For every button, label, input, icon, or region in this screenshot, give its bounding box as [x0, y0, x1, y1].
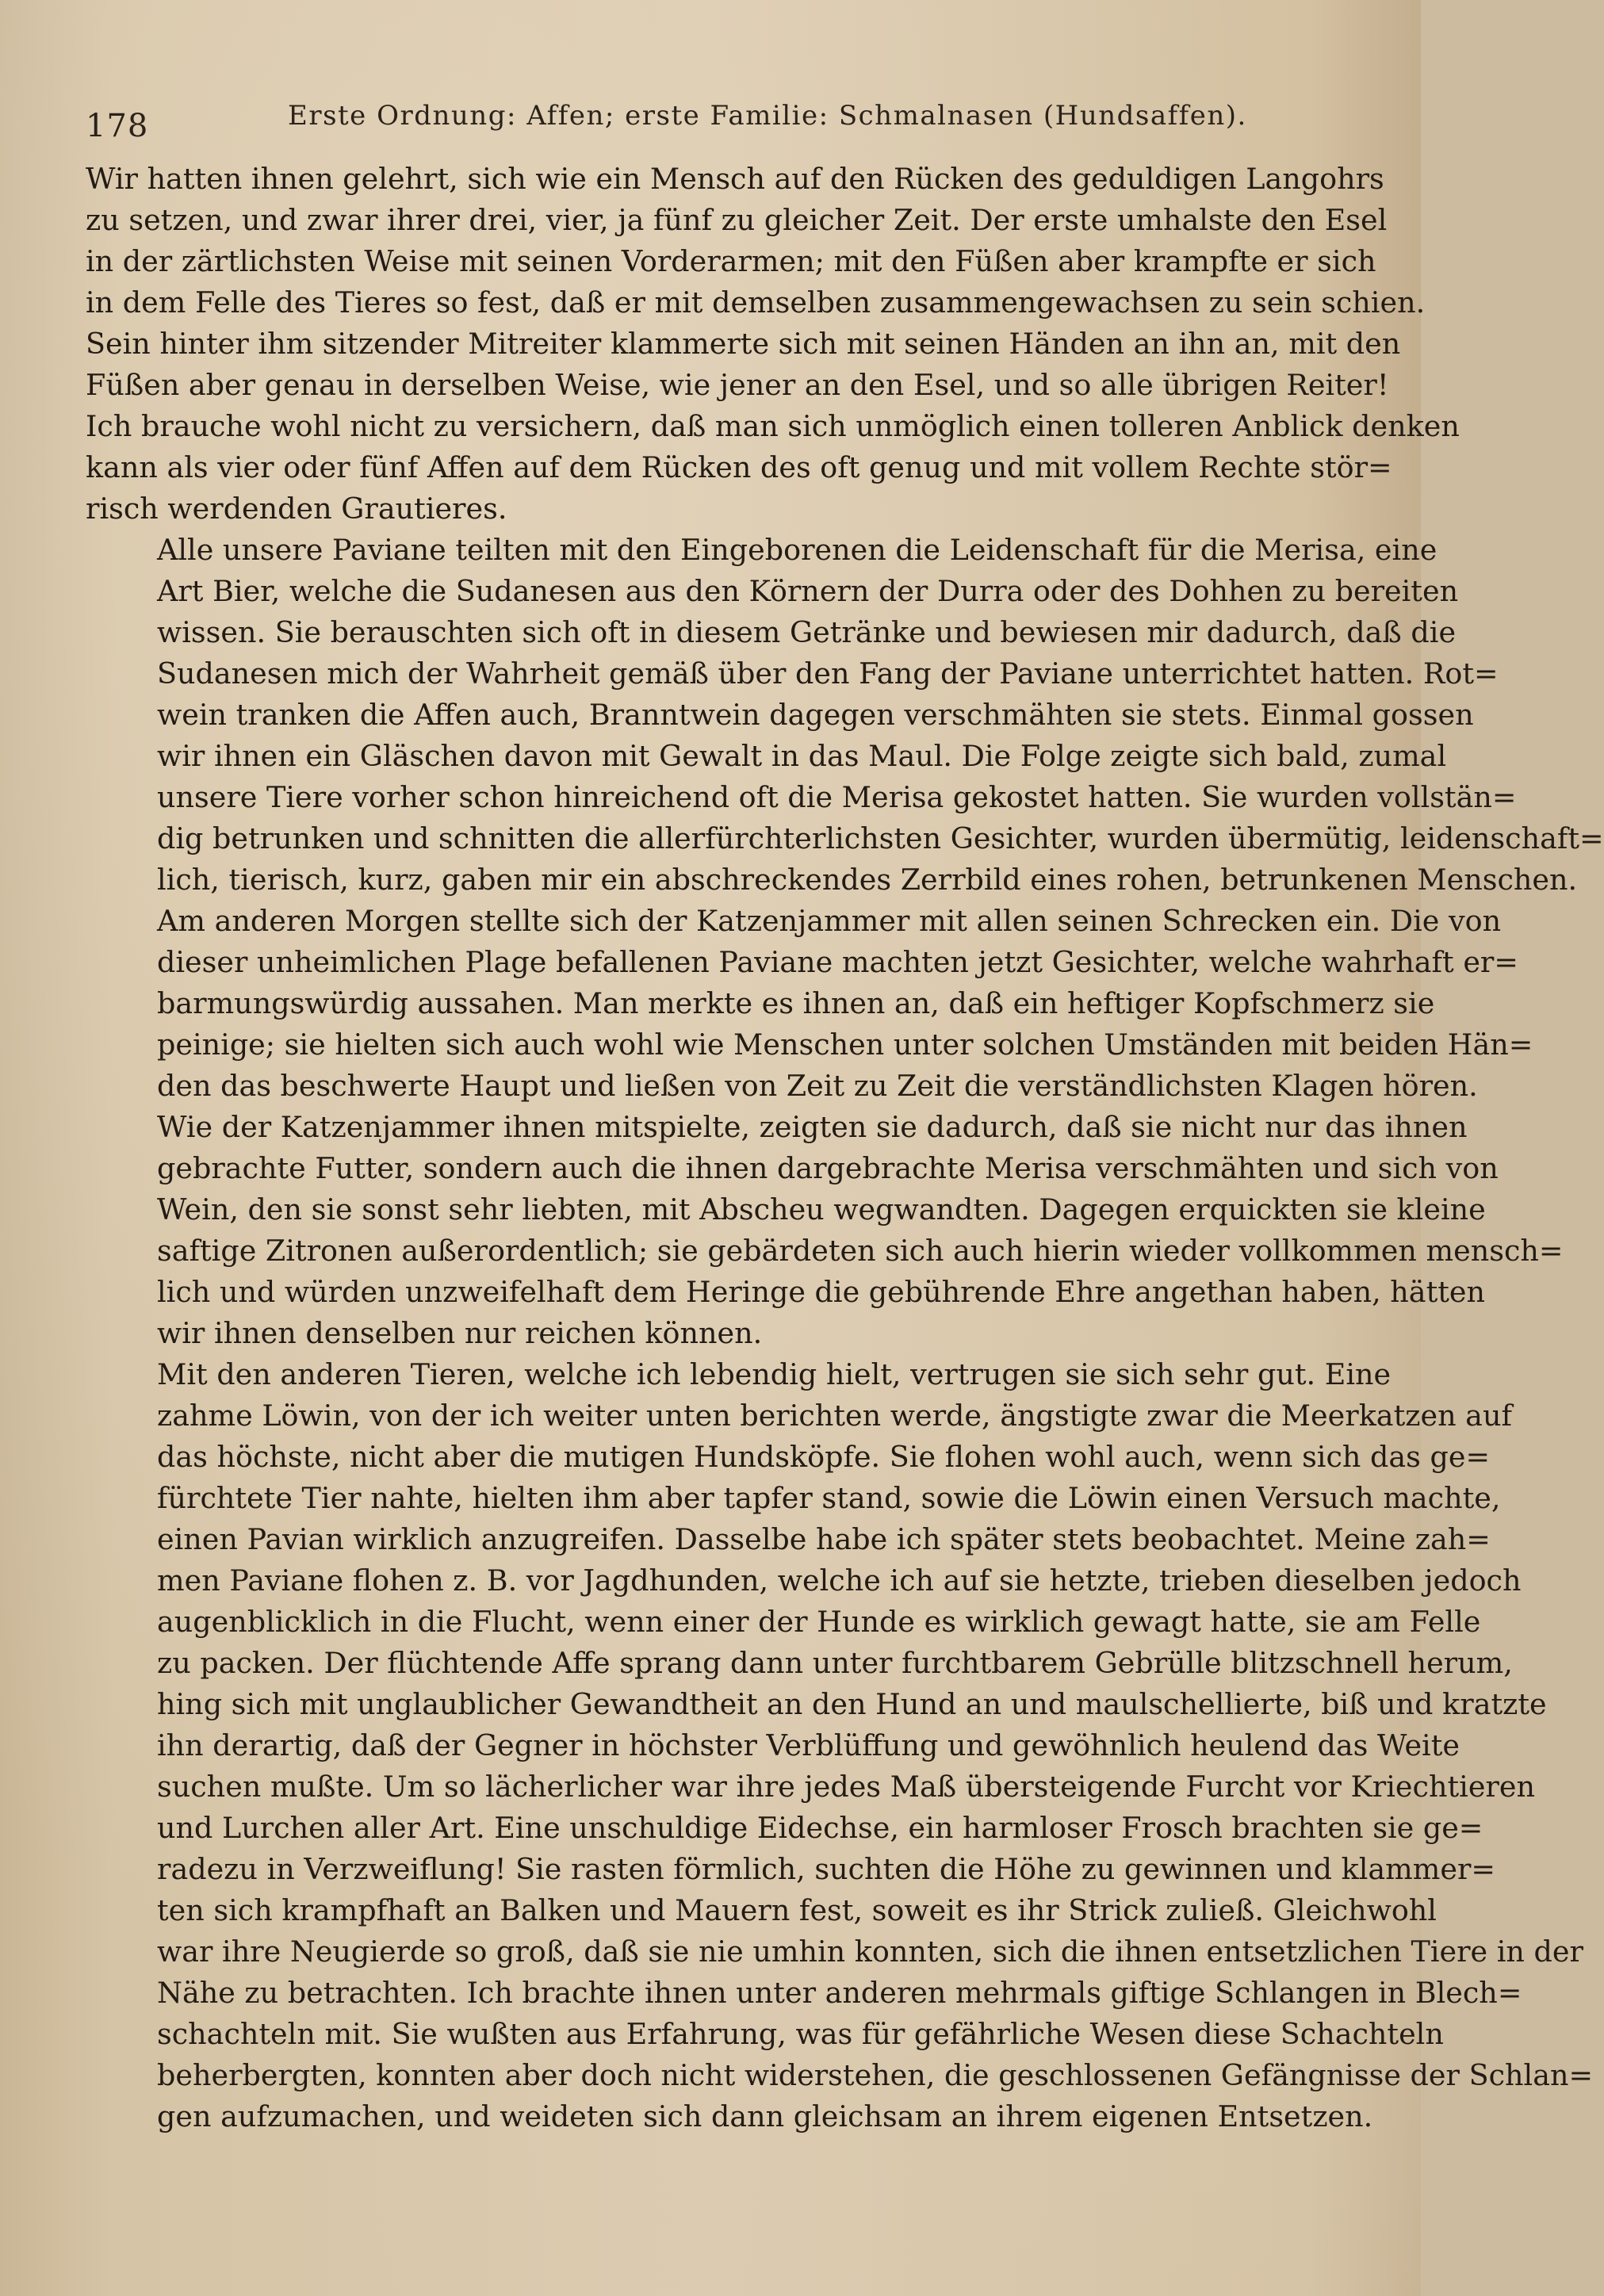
text-line: kann als vier oder fünf Affen auf dem Rücken des oft genug und mit vollem Rechte stör= — [86, 450, 1392, 484]
text-line: Ich brauche wohl nicht zu versichern, daß man sich unmöglich einen tolleren Anblick denken — [86, 409, 1460, 443]
text-line: ihn derartig, daß der Gegner in höchster Verblüffung und gewöhnlich heulend das Weite — [157, 1728, 1460, 1762]
text-line: zu packen. Der flüchtende Affe sprang dann unter furchtbarem Gebrülle blitzschnell herum, — [157, 1646, 1513, 1680]
text-line: Art Bier, welche die Sudanesen aus den Körnern der Durra oder des Dohhen zu bereiten — [157, 574, 1459, 608]
text-line: radezu in Verzweiflung! Sie rasten förmlich, suchten die Höhe zu gewinnen und klammer= — [157, 1852, 1496, 1886]
text-line: unsere Tiere vorher schon hinreichend oft die Merisa gekostet hatten. Sie wurden vollstän= — [157, 780, 1517, 814]
text-line: Sein hinter ihm sitzender Mitreiter klammerte sich mit seinen Händen an ihn an, mit den — [86, 327, 1401, 361]
body-text — [86, 159, 1604, 2156]
text-line: Nähe zu betrachten. Ich brachte ihnen unter anderen mehrmals giftige Schlangen in Blech= — [157, 1976, 1522, 2010]
text-line: fürchtete Tier nahte, hielten ihm aber tapfer stand, sowie die Löwin einen Versuch machte, — [157, 1481, 1501, 1515]
text-line: augenblicklich in die Flucht, wenn einer der Hunde es wirklich gewagt hatte, sie am Felle — [157, 1605, 1481, 1639]
text-line: saftige Zitronen außerordentlich; sie gebärdeten sich auch hierin wieder vollkommen mensch= — [157, 1234, 1564, 1268]
text-line: war ihre Neugierde so groß, daß sie nie umhin konnten, sich die ihnen entsetzlichen Tiere in der — [157, 1934, 1583, 1969]
text-line: hing sich mit unglaublicher Gewandtheit an den Hund an und maulschellierte, biß und kratzte — [157, 1687, 1547, 1721]
text-line: zahme Löwin, von der ich weiter unten berichten werde, ängstigte zwar die Meerkatzen auf — [157, 1399, 1512, 1433]
text-line: in dem Felle des Tieres so fest, daß er mit demselben zusammengewachsen zu sein schien. — [86, 285, 1426, 320]
paragraph — [86, 159, 1460, 530]
text-line: Wein, den sie sonst sehr liebten, mit Abscheu wegwandten. Dagegen erquickten sie kleine — [157, 1192, 1486, 1226]
page-number: 178 — [86, 108, 149, 144]
text-line: einen Pavian wirklich anzugreifen. Dasselbe habe ich später stets beobachtet. Meine zah= — [157, 1522, 1491, 1556]
text-line: zu setzen, und zwar ihrer drei, vier, ja fünf zu gleicher Zeit. Der erste umhalste den Esel — [86, 203, 1388, 237]
text-line: Wie der Katzenjammer ihnen mitspielte, zeigten sie dadurch, daß sie nicht nur das ihnen — [157, 1110, 1468, 1144]
text-line: suchen mußte. Um so lächerlicher war ihre jedes Maß übersteigende Furcht vor Kriechtieren — [157, 1770, 1535, 1804]
text-line: wein tranken die Affen auch, Branntwein dagegen verschmähten sie stets. Einmal gossen — [157, 698, 1474, 732]
page-header — [86, 89, 1370, 144]
text-line: und Lurchen aller Art. Eine unschuldige Eidechse, ein harmloser Frosch brachten sie ge= — [157, 1811, 1483, 1845]
text-line: men Paviane flohen z. B. vor Jagdhunden, welche ich auf sie hetzte, trieben dieselben jedoch — [157, 1563, 1522, 1598]
text-line: Alle unsere Paviane teilten mit den Eingeborenen die Leidenschaft für die Merisa, eine — [157, 533, 1437, 567]
text-line: Am anderen Morgen stellte sich der Katzenjammer mit allen seinen Schrecken ein. Die von — [157, 904, 1502, 938]
text-line: in der zärtlichsten Weise mit seinen Vorderarmen; mit den Füßen aber krampfte er sich — [86, 244, 1376, 278]
text-line: wir ihnen ein Gläschen davon mit Gewalt in das Maul. Die Folge zeigte sich bald, zumal — [157, 739, 1447, 773]
text-line: Füßen aber genau in derselben Weise, wie jener an den Esel, und so alle übrigen Reiter! — [86, 368, 1389, 402]
text-line: peinige; sie hielten sich auch wohl wie Menschen unter solchen Umständen mit beiden Hän= — [157, 1027, 1533, 1062]
text-line: risch werdenden Grautieres. — [86, 492, 507, 526]
text-line: den das beschwerte Haupt und ließen von Zeit zu Zeit die verständlichsten Klagen hören. — [157, 1069, 1478, 1103]
text-line: dig betrunken und schnitten die allerfürchterlichsten Gesichter, wurden übermütig, leidenschaft= — [157, 821, 1604, 855]
text-line: wir ihnen denselben nur reichen können. — [157, 1316, 763, 1350]
text-line: dieser unheimlichen Plage befallenen Paviane machten jetzt Gesichter, welche wahrhaft er= — [157, 945, 1518, 979]
text-line: barmungswürdig aussahen. Man merkte es ihnen an, daß ein heftiger Kopfschmerz sie — [157, 986, 1435, 1020]
text-line: wissen. Sie berauschten sich oft in diesem Getränke und bewiesen mir dadurch, daß die — [157, 615, 1457, 649]
paragraph — [86, 1354, 1594, 2137]
text-line: gebrachte Futter, sondern auch die ihnen dargebrachte Merisa verschmähten und sich von — [157, 1151, 1499, 1185]
paragraph — [86, 530, 1604, 1354]
text-line: lich und würden unzweifelhaft dem Heringe die gebührende Ehre angethan haben, hätten — [157, 1275, 1486, 1309]
text-line: schachteln mit. Sie wußten aus Erfahrung, was für gefährliche Wesen diese Schachteln — [157, 2017, 1444, 2051]
running-head: Erste Ordnung: Affen; erste Familie: Schmalnasen (Hundsaffen). — [288, 100, 1247, 132]
text-line: Sudanesen mich der Wahrheit gemäß über den Fang der Paviane unterrichtet hatten. Rot= — [157, 656, 1499, 691]
text-line: gen aufzumachen, und weideten sich dann gleichsam an ihrem eigenen Entsetzen. — [157, 2099, 1373, 2133]
text-line: lich, tierisch, kurz, gaben mir ein abschreckendes Zerrbild eines rohen, betrunkenen Menschen. — [157, 863, 1578, 897]
text-line: ten sich krampfhaft an Balken und Mauern fest, soweit es ihr Strick zuließ. Gleichwohl — [157, 1893, 1437, 1927]
text-line: das höchste, nicht aber die mutigen Hundsköpfe. Sie flohen wohl auch, wenn sich das ge= — [157, 1440, 1491, 1474]
text-line: beherbergten, konnten aber doch nicht widerstehen, die geschlossenen Gefängnisse der Schlan= — [157, 2058, 1594, 2092]
text-line: Mit den anderen Tieren, welche ich lebendig hielt, vertrugen sie sich sehr gut. Eine — [157, 1357, 1392, 1391]
text-line: Wir hatten ihnen gelehrt, sich wie ein Mensch auf den Rücken des geduldigen Langohrs — [86, 162, 1384, 196]
